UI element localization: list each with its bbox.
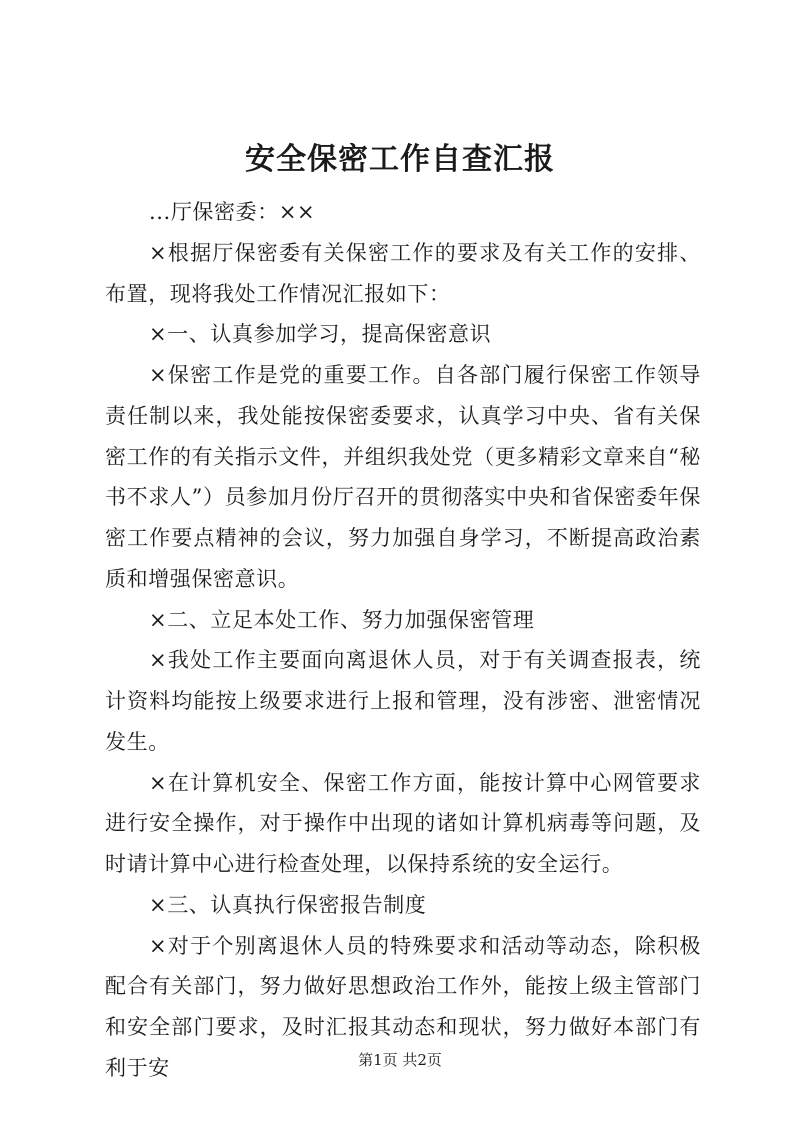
body-paragraph: ×我处工作主要面向离退休人员，对于有关调查报表，统计资料均能按上级要求进行上报和管理，没有涉密、泄密情况发生。 — [105, 648, 701, 754]
body-paragraph: ×在计算机安全、保密工作方面，能按计算中心网管要求进行安全操作，对于操作中出现的诸如计算机病毒等问题，及时请计算中心进行检查处理，以保持系统的安全运行。 — [105, 770, 701, 876]
section-heading-2: ×二、立足本处工作、努力加强保密管理 — [149, 607, 535, 632]
intro-paragraph: ×根据厅保密委有关保密工作的要求及有关工作的安排、布置，现将我处工作情况汇报如下： — [105, 240, 701, 306]
body-paragraph: ×对于个别离退休人员的特殊要求和活动等动态，除积极配合有关部门，努力做好思想政治工作外，能按上级主管部门和安全部门要求，及时汇报其动态和现状，努力做好本部门有利于安 — [105, 933, 701, 1080]
body-paragraph: ×保密工作是党的重要工作。自各部门履行保密工作领导责任制以来，我处能按保密委要求，认真学习中央、省有关保密工作的有关指示文件，并组织我处党（更多精彩文章来自“秘书不求人”）员参加月份厅召开的贯彻落实中央和省保密委年保密工作要点精神的会议，努力加强自身学习，不断提高政治素质和增强保密意识。 — [105, 363, 701, 591]
salutation-paragraph: ...厅保密委：×× — [149, 200, 316, 224]
page-footer: 第1页 共2页 — [358, 1051, 442, 1069]
document-title: 安全保密工作自查汇报 — [245, 142, 555, 177]
document-body — [105, 192, 701, 1089]
section-heading-3: ×三、认真执行保密报告制度 — [149, 892, 427, 917]
section-heading-1: ×一、认真参加学习，提高保密意识 — [149, 322, 492, 347]
